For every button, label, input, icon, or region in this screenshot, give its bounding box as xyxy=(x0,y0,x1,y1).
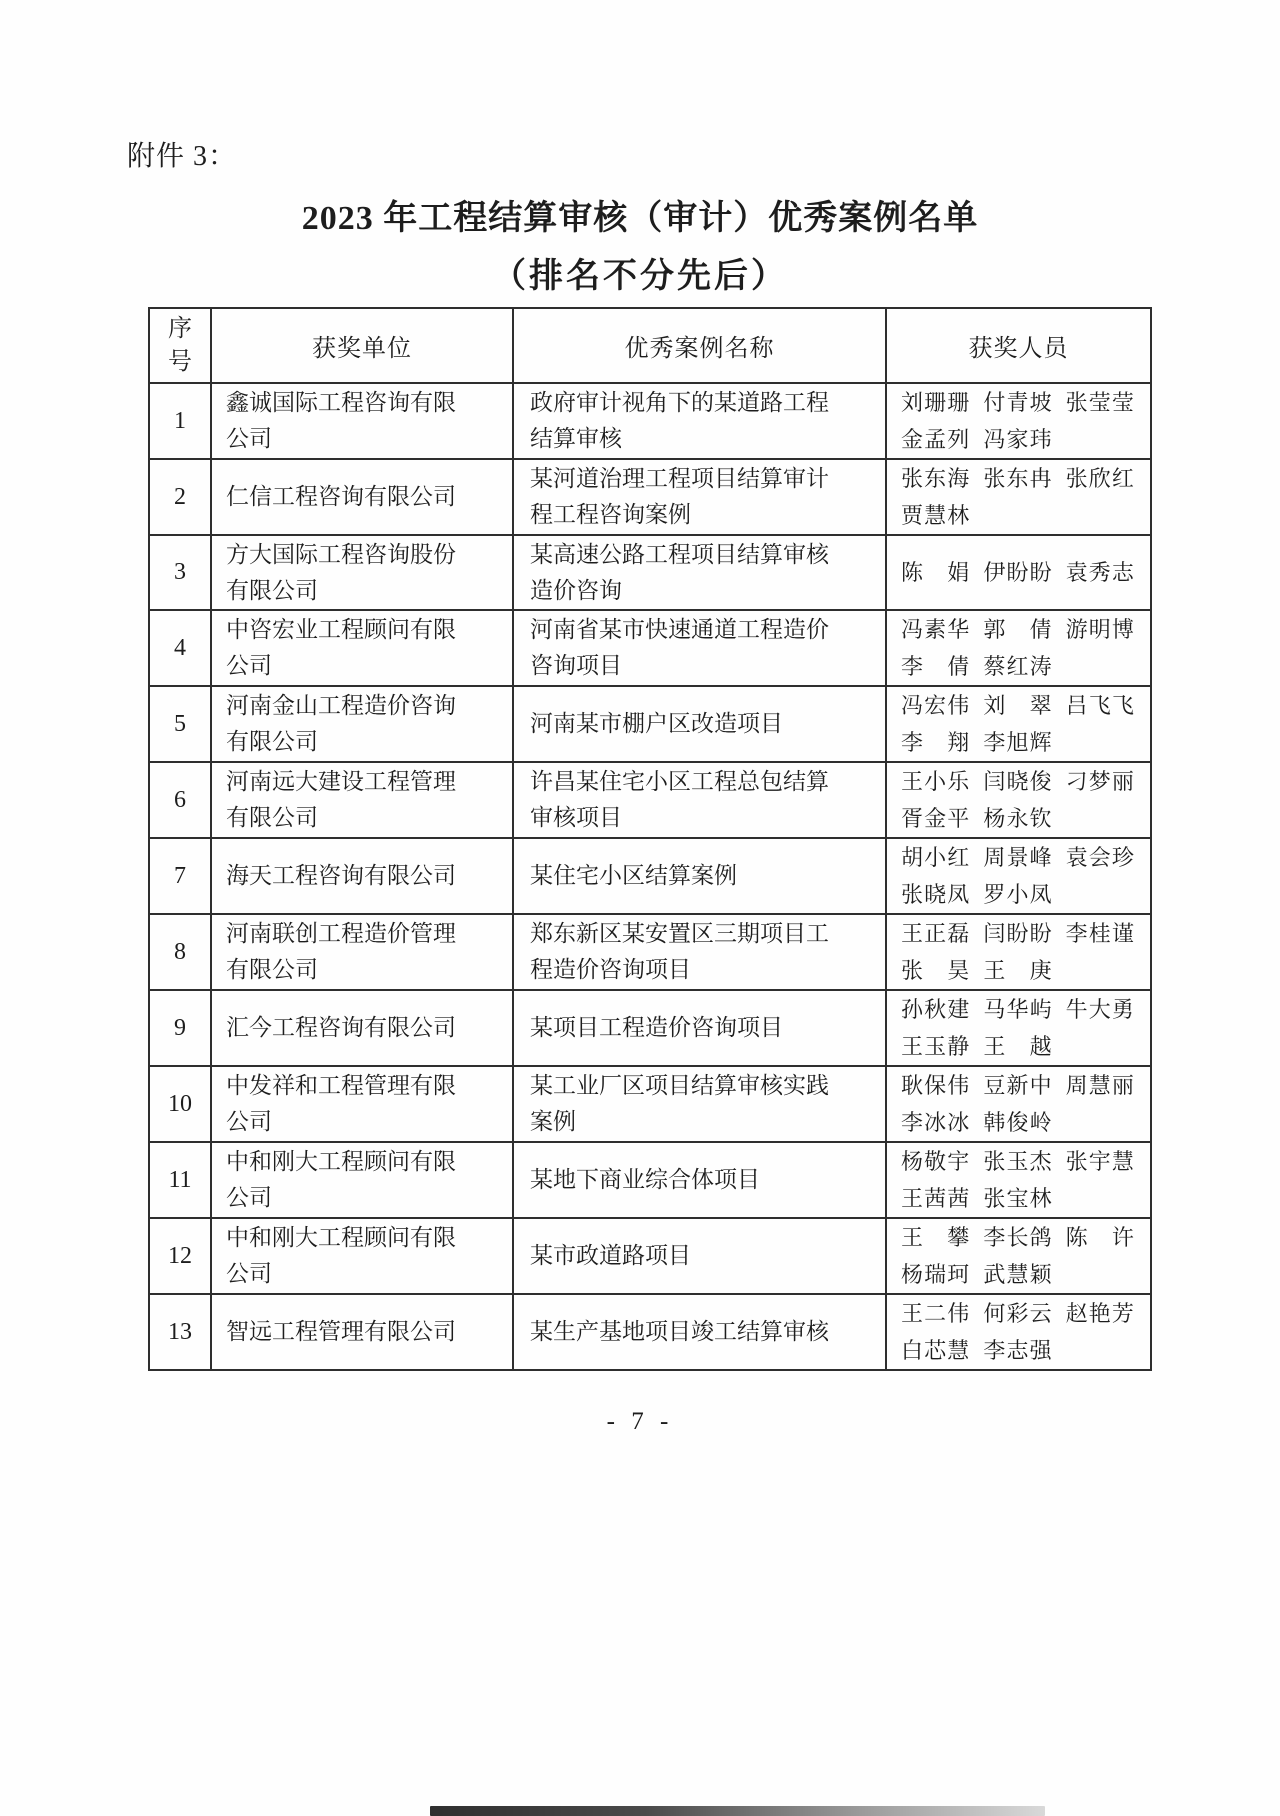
cell-row-number: 9 xyxy=(149,990,211,1066)
table-body xyxy=(149,383,1151,1370)
person-name: 金孟列 xyxy=(901,427,970,452)
person-name: 伊盼盼 xyxy=(983,560,1052,585)
cell-row-number: 7 xyxy=(149,838,211,914)
table-row xyxy=(149,838,1151,914)
person-name: 冯素华 xyxy=(901,617,970,642)
case-name-text: 某地下商业综合体项目 xyxy=(530,1167,760,1192)
awarded-unit-text: 河南金山工程造价咨询有限公司 xyxy=(226,693,456,754)
person-name: 杨敬宇 xyxy=(901,1149,970,1174)
cell-awarded-unit xyxy=(211,1142,513,1218)
case-name-text: 某生产基地项目竣工结算审核 xyxy=(530,1319,829,1344)
cell-awarded-people xyxy=(886,686,1151,762)
cell-awarded-unit xyxy=(211,686,513,762)
cell-awarded-unit xyxy=(211,1066,513,1142)
cell-case-name xyxy=(513,535,886,610)
person-name: 胥金平 xyxy=(901,806,970,831)
awarded-unit-text: 智远工程管理有限公司 xyxy=(226,1319,456,1344)
cell-row-number: 13 xyxy=(149,1294,211,1370)
cell-awarded-unit xyxy=(211,990,513,1066)
person-name: 张宇慧 xyxy=(1065,1149,1134,1174)
cell-awarded-unit xyxy=(211,535,513,610)
person-name: 李志强 xyxy=(983,1338,1052,1363)
person-name: 刘珊珊 xyxy=(901,390,970,415)
cell-awarded-people xyxy=(886,1218,1151,1294)
awarded-unit-text: 方大国际工程咨询股份有限公司 xyxy=(226,541,456,603)
cell-case-name xyxy=(513,1294,886,1370)
cell-row-number: 4 xyxy=(149,610,211,686)
case-name-text: 政府审计视角下的某道路工程结算审核 xyxy=(530,390,829,451)
person-name: 冯宏伟 xyxy=(901,693,970,718)
person-name: 李长鸽 xyxy=(983,1225,1052,1250)
people-list xyxy=(901,611,1148,685)
person-name: 赵艳芳 xyxy=(1065,1301,1134,1326)
person-name: 闫盼盼 xyxy=(983,921,1052,946)
person-name: 马华屿 xyxy=(983,997,1052,1022)
cell-row-number: 2 xyxy=(149,459,211,535)
cell-awarded-people xyxy=(886,383,1151,459)
cell-awarded-people xyxy=(886,838,1151,914)
page-number: - 7 - xyxy=(606,1408,674,1435)
case-name-text: 河南某市棚户区改造项目 xyxy=(530,711,783,736)
cell-case-name xyxy=(513,383,886,459)
person-name: 冯家玮 xyxy=(983,427,1052,452)
person-name: 袁秀志 xyxy=(1065,560,1134,585)
person-name: 张欣红 xyxy=(1065,466,1134,491)
person-name: 韩俊岭 xyxy=(983,1110,1052,1135)
table-row xyxy=(149,1066,1151,1142)
person-name: 牛大勇 xyxy=(1065,997,1134,1022)
awarded-unit-text: 中咨宏业工程顾问有限公司 xyxy=(226,617,456,678)
scan-artifact xyxy=(430,1806,1045,1816)
person-name: 杨永钦 xyxy=(983,806,1052,831)
cell-awarded-people xyxy=(886,1294,1151,1370)
document-subtitle: （排名不分先后） xyxy=(492,258,788,295)
header-awarded-people: 获奖人员 xyxy=(886,308,1151,383)
person-name: 王越 xyxy=(983,1034,1052,1059)
people-list xyxy=(901,1219,1148,1293)
cell-case-name xyxy=(513,459,886,535)
person-name: 张东海 xyxy=(901,466,970,491)
awarded-unit-text: 仁信工程咨询有限公司 xyxy=(226,484,456,509)
table-row xyxy=(149,610,1151,686)
awarded-unit-text: 中和刚大工程顾问有限公司 xyxy=(226,1225,456,1286)
table-row xyxy=(149,914,1151,990)
awarded-unit-text: 中发祥和工程管理有限公司 xyxy=(226,1073,456,1134)
attachment-label: 附件 3： xyxy=(127,141,238,172)
person-name: 李倩 xyxy=(901,654,970,679)
person-name: 王二伟 xyxy=(901,1301,970,1326)
cell-case-name xyxy=(513,1142,886,1218)
people-list xyxy=(901,763,1148,837)
case-name-text: 某项目工程造价咨询项目 xyxy=(530,1015,783,1040)
person-name: 胡小红 xyxy=(901,845,970,870)
people-list xyxy=(901,915,1148,989)
table-row xyxy=(149,1218,1151,1294)
table-row xyxy=(149,383,1151,459)
cell-case-name xyxy=(513,762,886,838)
person-name: 张莹莹 xyxy=(1065,390,1134,415)
cell-awarded-people xyxy=(886,535,1151,610)
awarded-unit-text: 河南远大建设工程管理有限公司 xyxy=(226,769,456,830)
person-name: 王庚 xyxy=(983,958,1052,983)
person-name: 蔡红涛 xyxy=(983,654,1052,679)
table-row xyxy=(149,762,1151,838)
person-name: 何彩云 xyxy=(983,1301,1052,1326)
people-list xyxy=(901,1143,1148,1217)
awarded-unit-text: 中和刚大工程顾问有限公司 xyxy=(226,1149,456,1210)
person-name: 李冰冰 xyxy=(901,1110,970,1135)
person-name: 李旭辉 xyxy=(983,730,1052,755)
table-row xyxy=(149,459,1151,535)
person-name: 孙秋建 xyxy=(901,997,970,1022)
award-case-table xyxy=(148,307,1152,1371)
person-name: 张东冉 xyxy=(983,466,1052,491)
cell-row-number: 12 xyxy=(149,1218,211,1294)
person-name: 杨瑞珂 xyxy=(901,1262,970,1287)
table-row xyxy=(149,990,1151,1066)
awarded-unit-text: 鑫诚国际工程咨询有限公司 xyxy=(226,390,456,451)
awarded-unit-text: 河南联创工程造价管理有限公司 xyxy=(226,921,456,982)
cell-case-name xyxy=(513,1066,886,1142)
cell-awarded-unit xyxy=(211,383,513,459)
case-name-text: 某工业厂区项目结算审核实践案例 xyxy=(530,1073,829,1134)
cell-row-number: 11 xyxy=(149,1142,211,1218)
case-name-text: 某市政道路项目 xyxy=(530,1243,691,1268)
cell-awarded-people xyxy=(886,914,1151,990)
people-list xyxy=(901,554,1148,591)
cell-row-number: 8 xyxy=(149,914,211,990)
cell-awarded-people xyxy=(886,1142,1151,1218)
person-name: 张晓凤 xyxy=(901,882,970,907)
person-name: 耿保伟 xyxy=(901,1073,970,1098)
person-name: 张昊 xyxy=(901,958,970,983)
people-list xyxy=(901,1067,1148,1141)
cell-awarded-unit xyxy=(211,1218,513,1294)
table-header xyxy=(149,308,1151,383)
person-name: 王小乐 xyxy=(901,769,970,794)
case-name-text: 某河道治理工程项目结算审计程工程咨询案例 xyxy=(530,466,829,527)
cell-case-name xyxy=(513,914,886,990)
header-row-number xyxy=(149,308,211,383)
table-row xyxy=(149,686,1151,762)
case-name-text: 某高速公路工程项目结算审核造价咨询 xyxy=(530,541,829,603)
person-name: 王正磊 xyxy=(901,921,970,946)
person-name: 游明博 xyxy=(1065,617,1134,642)
table-row xyxy=(149,1142,1151,1218)
awarded-unit-text: 汇今工程咨询有限公司 xyxy=(226,1015,456,1040)
person-name: 王茜茜 xyxy=(901,1186,970,1211)
cell-awarded-people xyxy=(886,1066,1151,1142)
cell-awarded-people xyxy=(886,762,1151,838)
person-name: 李桂谨 xyxy=(1065,921,1134,946)
header-row-number-label: 序号 xyxy=(168,316,192,375)
table-row xyxy=(149,1294,1151,1370)
person-name: 周慧丽 xyxy=(1065,1073,1134,1098)
document-title: 2023 年工程结算审核（审计）优秀案例名单 xyxy=(301,200,979,237)
cell-row-number: 10 xyxy=(149,1066,211,1142)
table-row xyxy=(149,535,1151,610)
person-name: 王玉静 xyxy=(901,1034,970,1059)
people-list xyxy=(901,839,1148,913)
cell-row-number: 5 xyxy=(149,686,211,762)
person-name: 豆新中 xyxy=(983,1073,1052,1098)
case-name-text: 河南省某市快速通道工程造价咨询项目 xyxy=(530,617,829,678)
cell-case-name xyxy=(513,990,886,1066)
person-name: 张宝林 xyxy=(983,1186,1052,1211)
cell-case-name xyxy=(513,610,886,686)
person-name: 王攀 xyxy=(901,1225,970,1250)
people-list xyxy=(901,991,1148,1065)
person-name: 罗小凤 xyxy=(983,882,1052,907)
people-list xyxy=(901,384,1148,458)
person-name: 刘翠 xyxy=(983,693,1052,718)
header-awarded-unit: 获奖单位 xyxy=(211,308,513,383)
person-name: 白芯慧 xyxy=(901,1338,970,1363)
person-name: 周景峰 xyxy=(983,845,1052,870)
cell-awarded-unit xyxy=(211,762,513,838)
cell-row-number: 3 xyxy=(149,535,211,610)
person-name: 吕飞飞 xyxy=(1065,693,1134,718)
person-name: 闫晓俊 xyxy=(983,769,1052,794)
person-name: 郭倩 xyxy=(983,617,1052,642)
cell-row-number: 1 xyxy=(149,383,211,459)
cell-row-number: 6 xyxy=(149,762,211,838)
person-name: 张玉杰 xyxy=(983,1149,1052,1174)
person-name: 陈娟 xyxy=(901,560,970,585)
people-list xyxy=(901,1295,1148,1369)
header-case-name: 优秀案例名称 xyxy=(513,308,886,383)
awarded-unit-text: 海天工程咨询有限公司 xyxy=(226,863,456,888)
person-name: 武慧颖 xyxy=(983,1262,1052,1287)
cell-awarded-people xyxy=(886,990,1151,1066)
table-header-row xyxy=(149,308,1151,383)
cell-awarded-people xyxy=(886,459,1151,535)
person-name: 刁梦丽 xyxy=(1065,769,1134,794)
cell-case-name xyxy=(513,838,886,914)
cell-awarded-people xyxy=(886,610,1151,686)
cell-case-name xyxy=(513,1218,886,1294)
people-list xyxy=(901,460,1148,534)
cell-awarded-unit xyxy=(211,914,513,990)
case-name-text: 许昌某住宅小区工程总包结算审核项目 xyxy=(530,769,829,830)
cell-awarded-unit xyxy=(211,838,513,914)
cell-awarded-unit xyxy=(211,610,513,686)
cell-awarded-unit xyxy=(211,1294,513,1370)
person-name: 付青坡 xyxy=(983,390,1052,415)
person-name: 袁会珍 xyxy=(1065,845,1134,870)
cell-awarded-unit xyxy=(211,459,513,535)
person-name: 贾慧林 xyxy=(901,503,970,528)
case-name-text: 郑东新区某安置区三期项目工程造价咨询项目 xyxy=(530,921,829,982)
person-name: 陈许 xyxy=(1065,1225,1134,1250)
people-list xyxy=(901,687,1148,761)
person-name: 李翔 xyxy=(901,730,970,755)
case-name-text: 某住宅小区结算案例 xyxy=(530,863,737,888)
cell-case-name xyxy=(513,686,886,762)
